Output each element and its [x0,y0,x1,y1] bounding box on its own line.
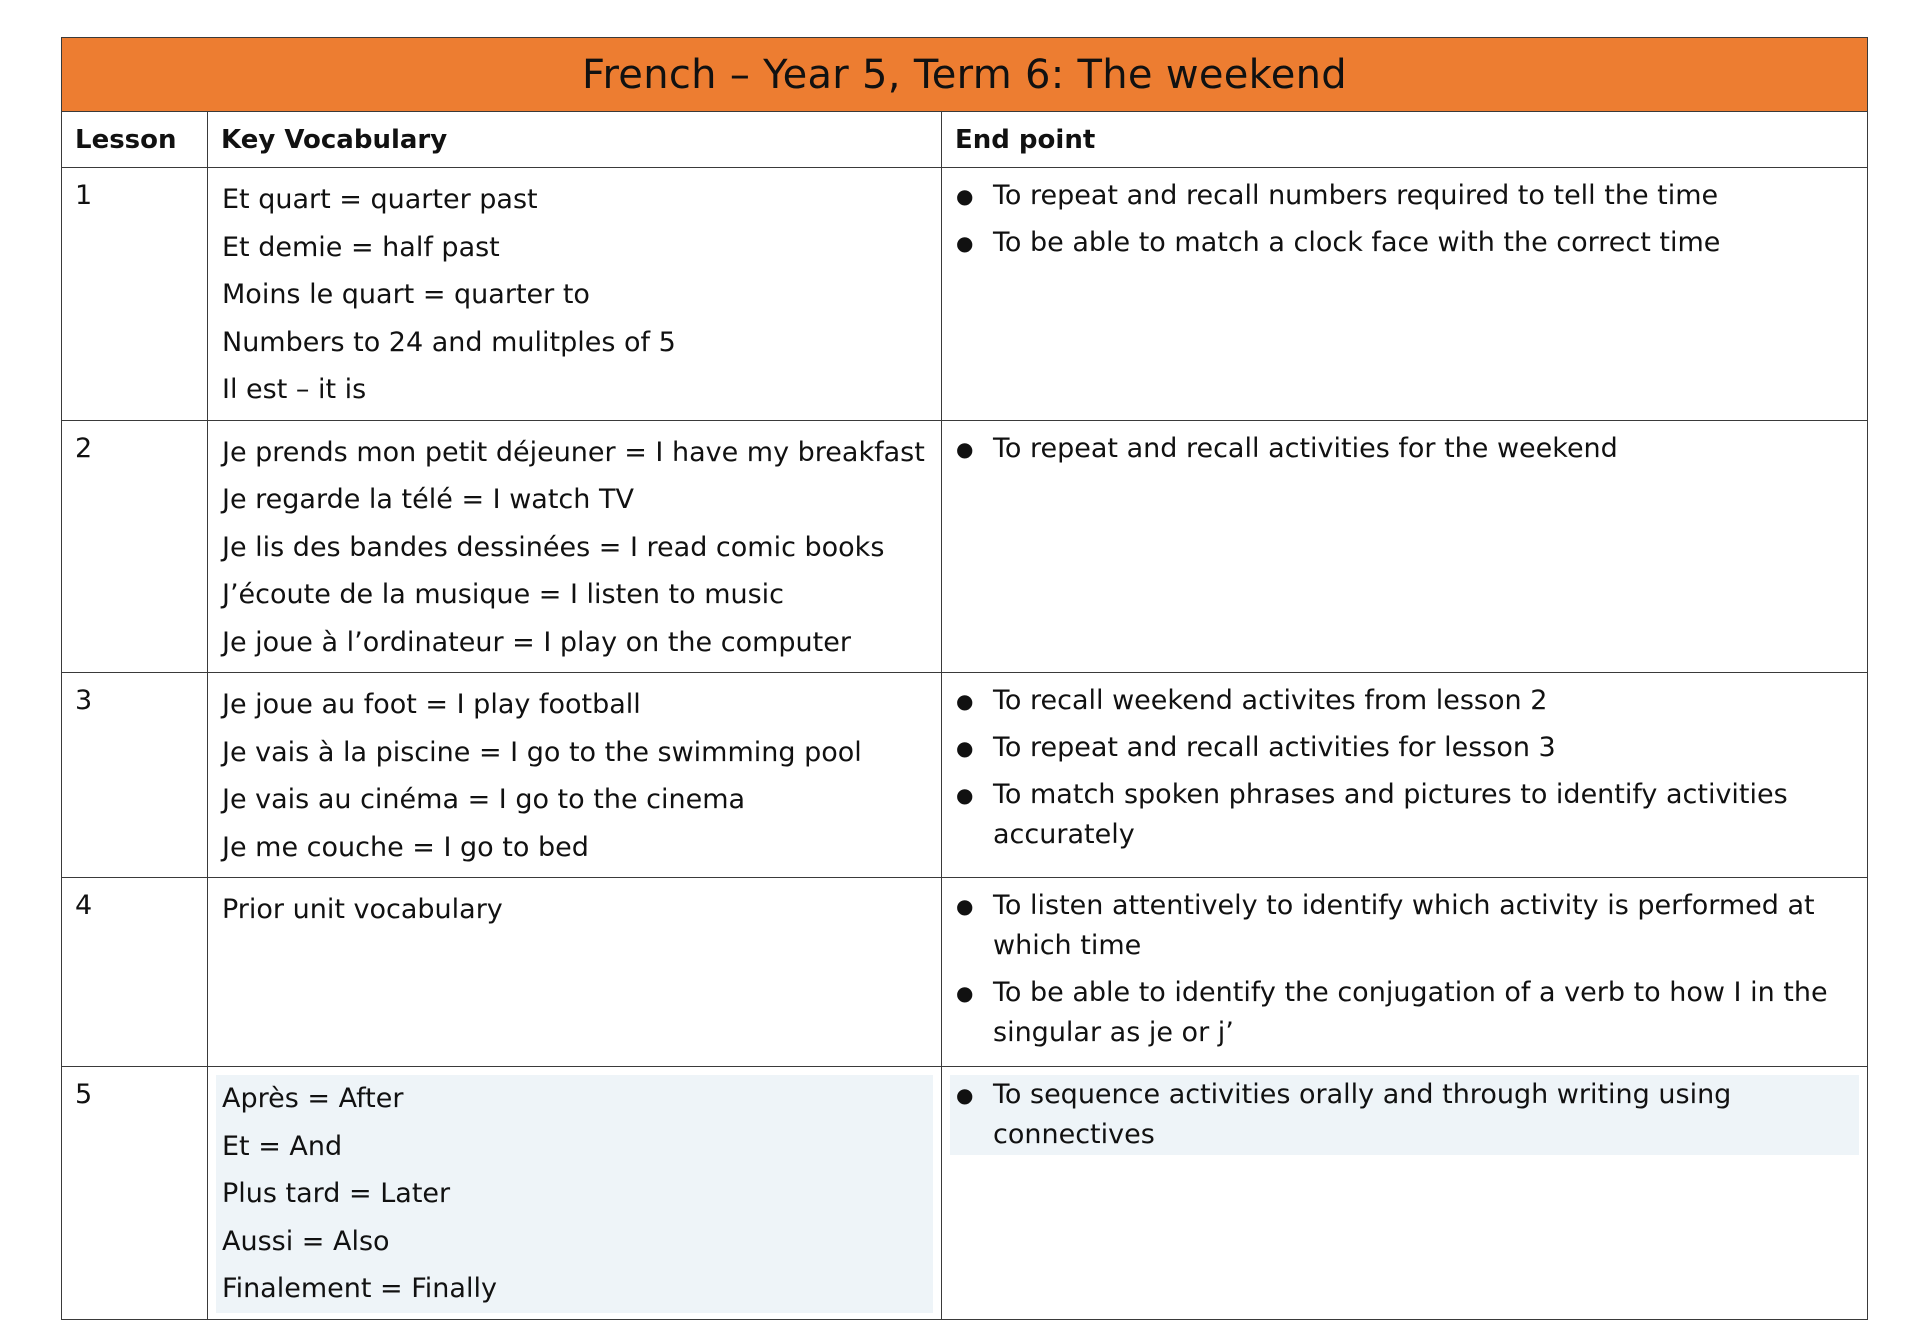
vocab-item: Il est – it is [222,374,367,405]
lesson-number: 3 [62,673,208,878]
vocab-cell [208,673,942,878]
lesson-number: 2 [62,420,208,673]
endpoint-text: To repeat and recall activities for the weekend [993,432,1618,464]
endpoint-cell [942,1067,1868,1320]
endpoint-list [950,886,1859,1053]
vocab-item: Numbers to 24 and mulitples of 5 [222,326,676,358]
endpoint-list [950,176,1859,263]
endpoint-item [950,973,1859,1053]
lesson-column-header: Lesson [62,112,208,168]
lesson-number: 5 [62,1067,208,1320]
endpoint-cell [942,168,1868,421]
vocab-item: Moins le quart = quarter to [222,279,590,310]
vocab-cell [208,1067,942,1320]
lesson-rows [62,168,1868,1320]
bullet-icon: ● [956,436,974,461]
vocab-list [216,886,933,934]
lesson-row [62,420,1868,673]
endpoint-item [950,429,1859,469]
vocab-item: Et quart = quarter past [222,184,538,215]
bullet-icon: ● [956,1083,974,1107]
lesson-plan-table [61,37,1868,1320]
lesson-row [62,168,1868,421]
endpoint-text: To recall weekend activites from lesson 2 [993,685,1548,716]
endpoint-text: To repeat and recall numbers required to tell the time [993,180,1719,211]
vocab-item: J’écoute de la musique = I listen to music [222,579,785,610]
vocab-item: Finalement = Finally [222,1273,497,1304]
endpoint-cell [942,878,1868,1067]
vocab-item: Je vais à la piscine = I go to the swimming pool [222,736,862,768]
vocab-cell [208,420,942,673]
vocab-item: Prior unit vocabulary [222,894,503,925]
endpoint-item [950,886,1859,966]
endpoint-item [950,176,1859,216]
endpoint-item [950,681,1859,721]
endpoint-text: To repeat and recall activities for lesson 3 [993,732,1556,763]
vocab-cell [208,168,942,421]
vocab-item: Je me couche = I go to bed [222,831,589,863]
endpoint-item [950,775,1859,855]
endpoint-column-header: End point [942,112,1868,168]
vocab-list [216,681,933,871]
vocab-item: Je prends mon petit déjeuner = I have my breakfast [222,436,925,468]
lesson-row [62,1067,1868,1320]
endpoint-item [950,223,1859,263]
endpoint-text: To be able to identify the conjugation of a verb to how I in the singular as je or j’ [993,977,1828,1048]
vocab-item: Et demie = half past [222,231,500,263]
vocab-list [216,1075,933,1313]
bullet-icon: ● [956,184,974,208]
endpoint-list [950,429,1859,469]
vocab-item: Plus tard = Later [222,1178,451,1209]
vocab-item: Après = After [222,1083,404,1114]
vocab-item: Je vais au cinéma = I go to the cinema [222,784,746,815]
bullet-icon: ● [956,981,974,1005]
lesson-number: 4 [62,878,208,1067]
bullet-icon: ● [956,231,974,255]
bullet-icon: ● [956,736,974,760]
vocab-list [216,429,933,667]
vocab-column-header: Key Vocabulary [208,112,942,168]
vocab-list [216,176,933,414]
vocab-item: Et = And [222,1130,343,1162]
endpoint-cell [942,673,1868,878]
endpoint-text: To match spoken phrases and pictures to identify activities accurately [993,779,1788,850]
endpoint-text: To sequence activities orally and through writing using connectives [993,1079,1732,1150]
endpoint-text: To listen attentively to identify which activity is performed at which time [993,890,1815,961]
vocab-item: Aussi = Also [222,1225,390,1257]
lesson-row [62,878,1868,1067]
title-row [62,38,1868,112]
endpoint-item [950,728,1859,768]
endpoint-list [950,681,1859,855]
vocab-item: Je regarde la télé = I watch TV [222,484,634,515]
endpoint-cell [942,420,1868,673]
vocab-cell [208,878,942,1067]
lesson-row [62,673,1868,878]
bullet-icon: ● [956,783,974,807]
bullet-icon: ● [956,894,974,918]
bullet-icon: ● [956,689,974,713]
header-row [62,112,1868,168]
vocab-item: Je joue au foot = I play football [222,689,641,720]
endpoint-item [950,1075,1859,1155]
endpoint-list [950,1075,1859,1155]
vocab-item: Je joue à l’ordinateur = I play on the computer [222,626,851,658]
vocab-item: Je lis des bandes dessinées = I read comic books [222,531,885,563]
endpoint-text: To be able to match a clock face with the correct time [993,227,1721,258]
page-title: French – Year 5, Term 6: The weekend [62,38,1868,112]
lesson-number: 1 [62,168,208,421]
